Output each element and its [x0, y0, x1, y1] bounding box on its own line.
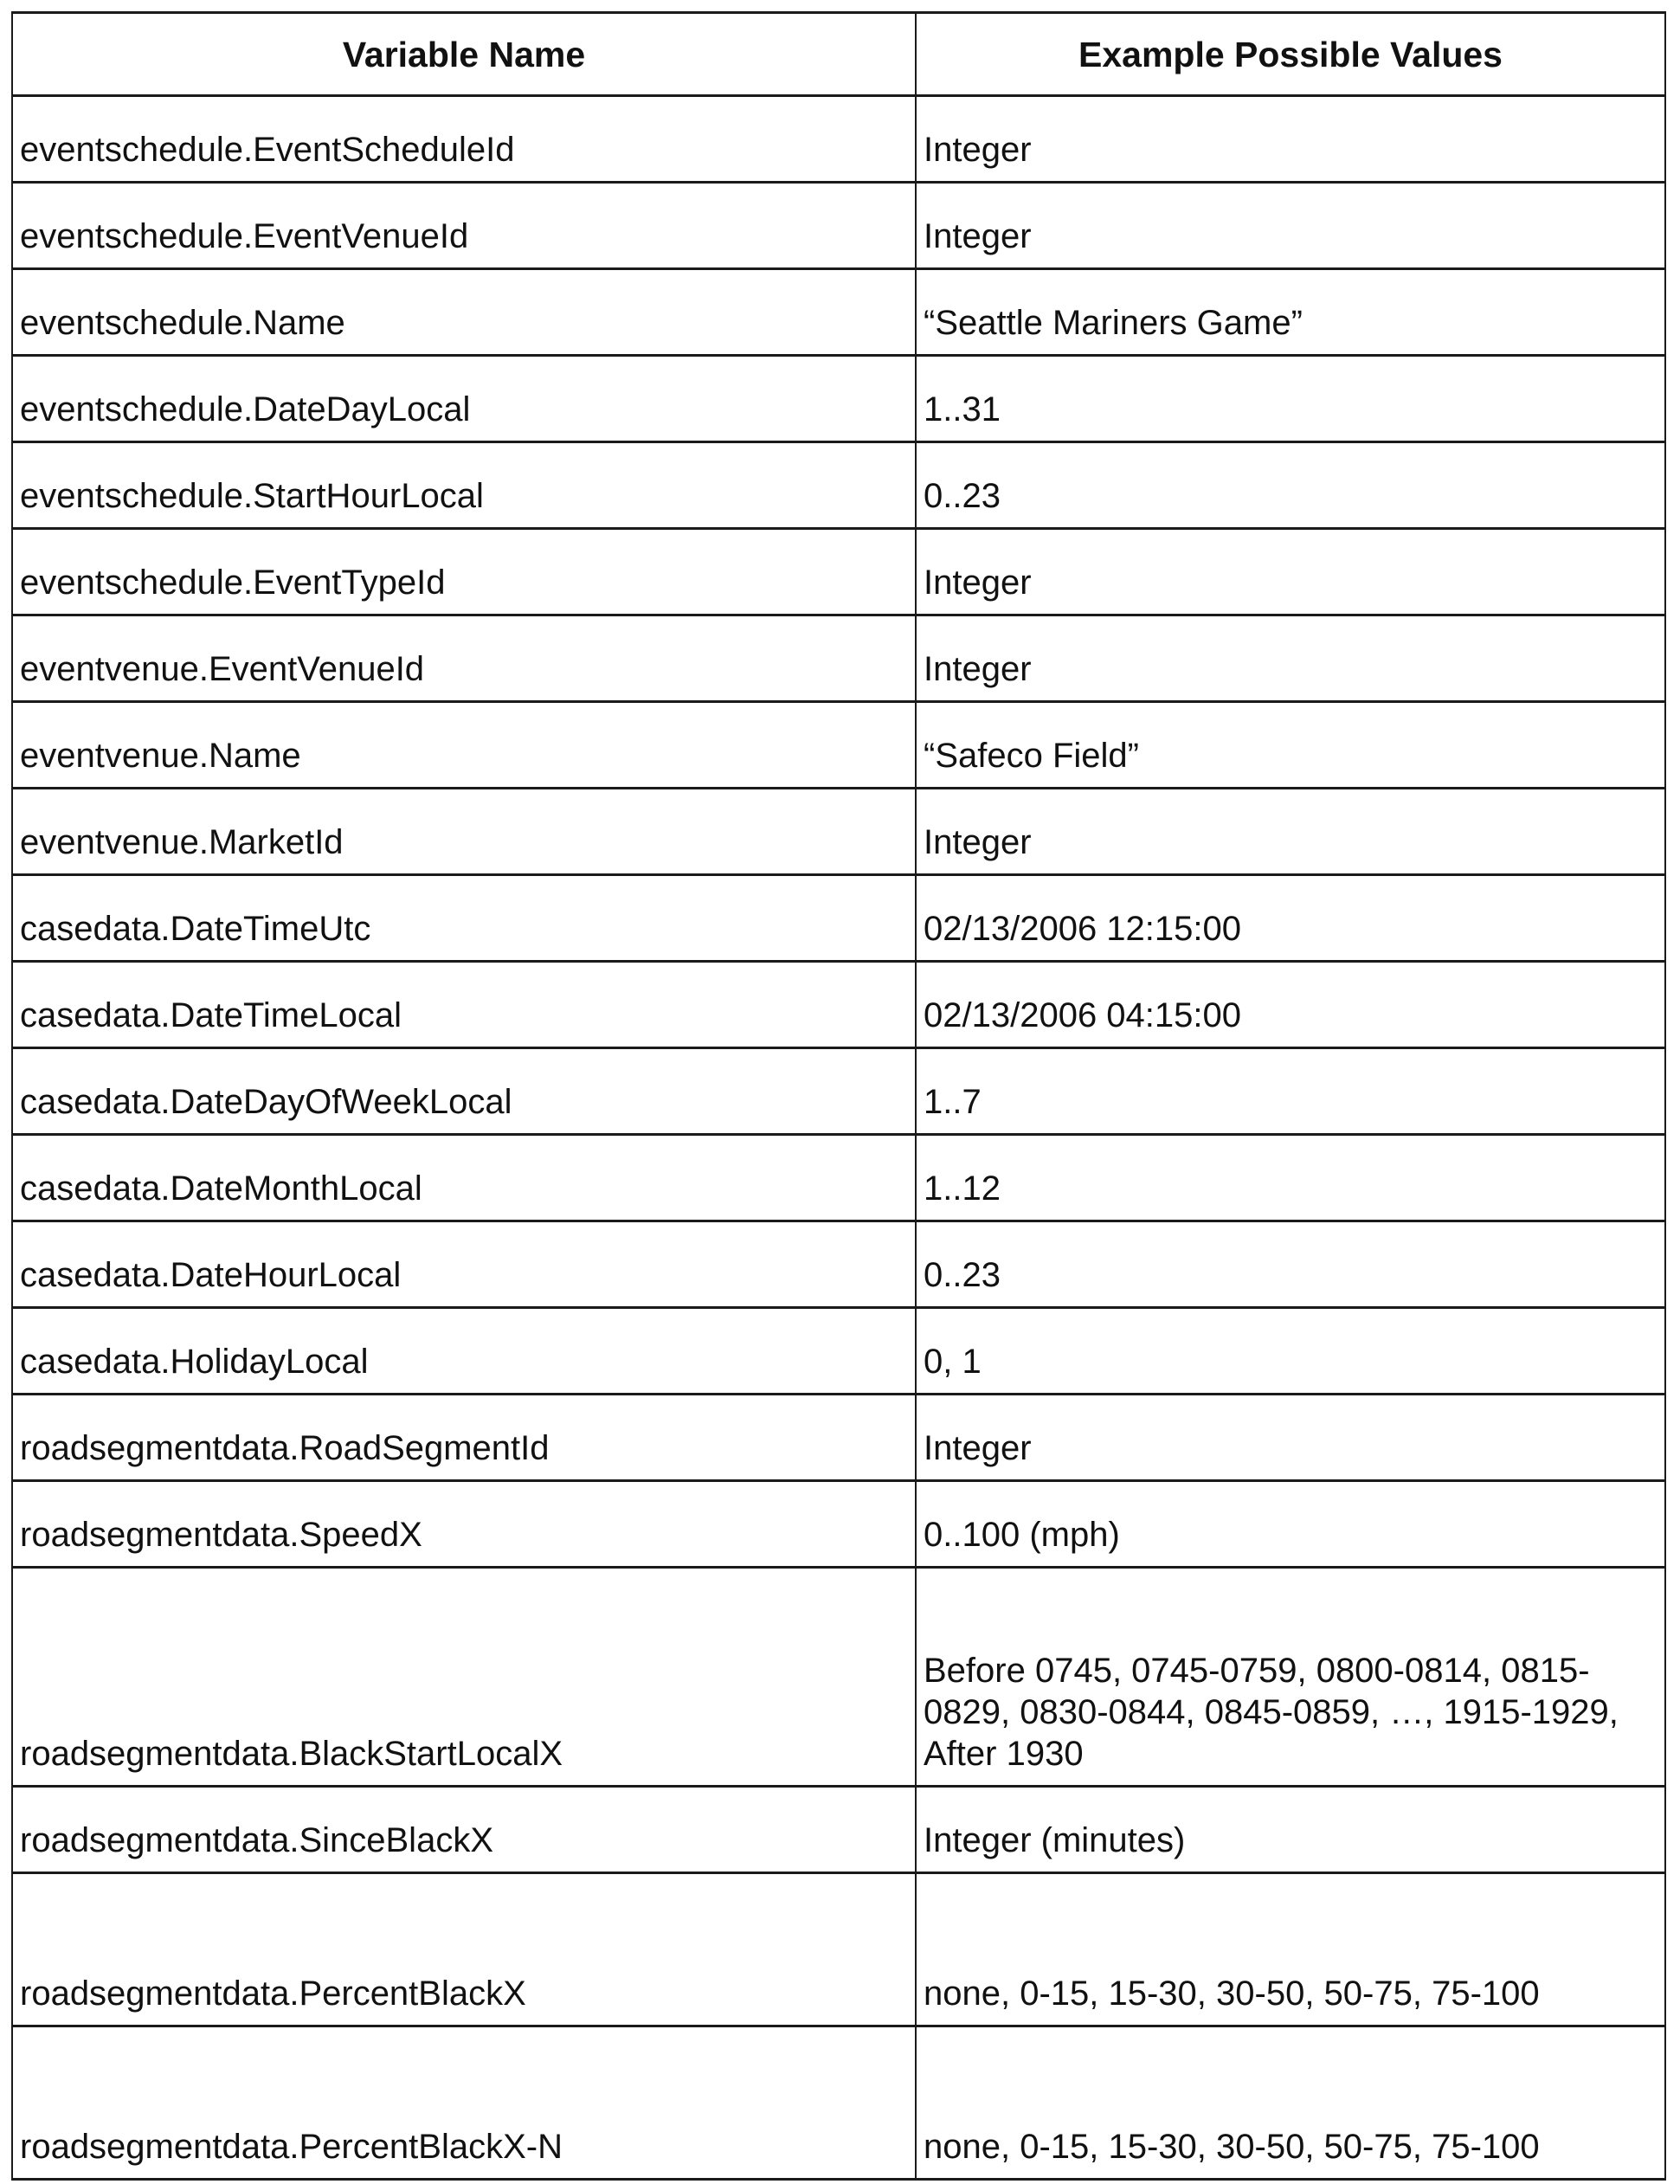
variable-name-cell: casedata.HolidayLocal	[12, 1308, 916, 1395]
example-value-cell: Before 0745, 0745-0759, 0800-0814, 0815-0829, 0830-0844, 0845-0859, …, 1915-1929, After 1930	[916, 1568, 1665, 1787]
table-row	[12, 1221, 1665, 1308]
example-value-cell: 0..100 (mph)	[916, 1481, 1665, 1568]
variable-name-cell: roadsegmentdata.PercentBlackX-N	[12, 2026, 916, 2180]
variable-name-cell: eventschedule.StartHourLocal	[12, 442, 916, 529]
table-row	[12, 529, 1665, 615]
table-row	[12, 1395, 1665, 1481]
example-value-cell: 02/13/2006 12:15:00	[916, 875, 1665, 962]
column-header-variable-name: Variable Name	[12, 13, 916, 96]
table-row	[12, 789, 1665, 875]
table-row	[12, 96, 1665, 183]
example-value-cell: 0..23	[916, 1221, 1665, 1308]
variable-name-cell: roadsegmentdata.PercentBlackX	[12, 1873, 916, 2026]
variable-name-cell: roadsegmentdata.RoadSegmentId	[12, 1395, 916, 1481]
table-row	[12, 875, 1665, 962]
example-value-cell: Integer	[916, 529, 1665, 615]
table-row	[12, 702, 1665, 789]
example-value-cell: 0..23	[916, 442, 1665, 529]
example-value-cell: none, 0-15, 15-30, 30-50, 50-75, 75-100	[916, 1873, 1665, 2026]
example-value-cell: 02/13/2006 04:15:00	[916, 962, 1665, 1048]
variable-name-cell: roadsegmentdata.SinceBlackX	[12, 1787, 916, 1873]
example-value-cell: none, 0-15, 15-30, 30-50, 50-75, 75-100	[916, 2026, 1665, 2180]
variable-name-cell: casedata.DateDayOfWeekLocal	[12, 1048, 916, 1135]
variable-name-cell: eventschedule.DateDayLocal	[12, 356, 916, 442]
variable-name-cell: eventschedule.EventScheduleId	[12, 96, 916, 183]
variables-table	[11, 11, 1666, 2181]
table-row	[12, 356, 1665, 442]
example-value-cell: Integer	[916, 183, 1665, 269]
variable-name-cell: casedata.DateHourLocal	[12, 1221, 916, 1308]
table-row	[12, 1481, 1665, 1568]
variable-name-cell: casedata.DateTimeLocal	[12, 962, 916, 1048]
example-value-cell: Integer	[916, 615, 1665, 702]
table-row	[12, 1135, 1665, 1221]
table-row	[12, 269, 1665, 356]
example-value-cell: 0, 1	[916, 1308, 1665, 1395]
example-value-cell: Integer	[916, 1395, 1665, 1481]
variable-name-cell: eventschedule.EventTypeId	[12, 529, 916, 615]
variable-name-cell: eventvenue.EventVenueId	[12, 615, 916, 702]
example-value-cell: “Seattle Mariners Game”	[916, 269, 1665, 356]
example-value-cell: 1..12	[916, 1135, 1665, 1221]
table-row	[12, 1308, 1665, 1395]
table-row	[12, 183, 1665, 269]
table-row	[12, 1787, 1665, 1873]
example-value-cell: “Safeco Field”	[916, 702, 1665, 789]
example-value-cell: 1..31	[916, 356, 1665, 442]
table-row	[12, 962, 1665, 1048]
header-row	[12, 13, 1665, 96]
variable-name-cell: casedata.DateMonthLocal	[12, 1135, 916, 1221]
variable-name-cell: eventvenue.Name	[12, 702, 916, 789]
variable-name-cell: roadsegmentdata.SpeedX	[12, 1481, 916, 1568]
variable-name-cell: roadsegmentdata.BlackStartLocalX	[12, 1568, 916, 1787]
variable-name-cell: casedata.DateTimeUtc	[12, 875, 916, 962]
variable-name-cell: eventvenue.MarketId	[12, 789, 916, 875]
variable-name-cell: eventschedule.EventVenueId	[12, 183, 916, 269]
example-value-cell: Integer (minutes)	[916, 1787, 1665, 1873]
table-row	[12, 615, 1665, 702]
variable-name-cell: eventschedule.Name	[12, 269, 916, 356]
column-header-example-values: Example Possible Values	[916, 13, 1665, 96]
table-row	[12, 2026, 1665, 2180]
table-row	[12, 1873, 1665, 2026]
example-value-cell: 1..7	[916, 1048, 1665, 1135]
table-row	[12, 1568, 1665, 1787]
example-value-cell: Integer	[916, 96, 1665, 183]
example-value-cell: Integer	[916, 789, 1665, 875]
table-row	[12, 1048, 1665, 1135]
table-row	[12, 442, 1665, 529]
